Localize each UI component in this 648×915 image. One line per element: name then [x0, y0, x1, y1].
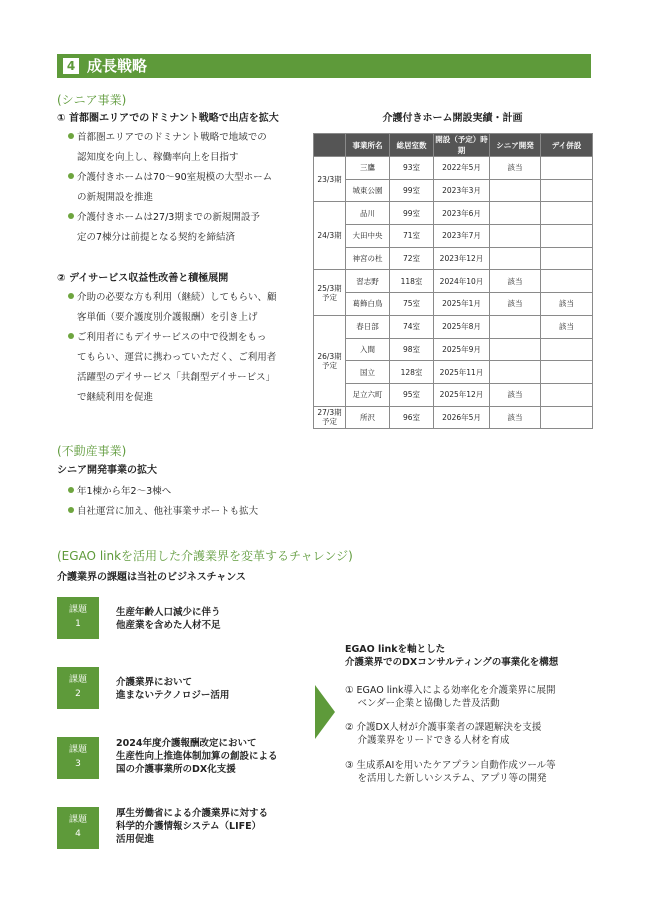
table-cell: 2023年12月 [434, 247, 490, 270]
table-row [314, 338, 593, 361]
table-row [314, 225, 593, 248]
period-cell: 26/3期 予定 [314, 315, 346, 406]
bullet-line: 客単価（要介護度別介護報酬）を引き上げ [77, 312, 258, 323]
table-cell [541, 338, 593, 361]
table-cell: 96室 [390, 406, 434, 429]
table-row [314, 383, 593, 406]
table-cell: 大田中央 [346, 225, 390, 248]
table-cell: 74室 [390, 315, 434, 338]
bullet-line: 自社運営に加え、他社事業サポートも拡大 [68, 502, 258, 522]
plan-item-3: ③ 生成系AIを用いたケアプラン自動作成ツール等 を活用した新しいシステム、アプリ等の開発 [345, 760, 556, 784]
section-title: 成長戦略 [87, 57, 148, 75]
issue-text-3: 2024年度介護報酬改定において 生産性向上推進体制加算の創設による 国の介護事業所のDX化支援 [116, 738, 278, 775]
senior-item1-bullets [57, 128, 302, 248]
issue-text-4: 厚生労働省による介護業界に対する 科学的介護情報システム（LIFE） 活用促進 [116, 808, 269, 845]
bullet-line: てもらい、運営に携わっていただく、ご利用者 [77, 352, 277, 363]
table-cell: 95室 [390, 383, 434, 406]
table-cell: 128室 [390, 361, 434, 384]
senior-item1-title: ① 首都圏エリアでのドミナント戦略で出店を拡大 [57, 113, 279, 124]
table-row [314, 293, 593, 316]
table-cell [541, 157, 593, 180]
table-cell: 入間 [346, 338, 390, 361]
issue-box-3: 課題 3 [57, 737, 99, 779]
plan-item-2: ② 介護DX人材が介護事業者の課題解決を支援 介護業界をリードできる人材を育成 [345, 722, 542, 746]
table-cell [541, 383, 593, 406]
table-cell [541, 247, 593, 270]
table-row [314, 202, 593, 225]
egao-heading: (EGAO linkを活用した介護業界を変革するチャレンジ) [57, 549, 353, 563]
table-cell [541, 406, 593, 429]
table-cell: 城東公園 [346, 179, 390, 202]
bullet-line: ご利用者にもデイサービスの中で役割をもっ [68, 328, 302, 348]
header-cell: デイ併設 [541, 134, 593, 157]
table-cell [541, 202, 593, 225]
table-cell: 98室 [390, 338, 434, 361]
table-cell: 該当 [490, 270, 541, 293]
table-cell: 該当 [541, 315, 593, 338]
table-cell: 2025年8月 [434, 315, 490, 338]
realestate-subtitle: シニア開発事業の拡大 [57, 465, 157, 476]
senior-item2-title: ② デイサービス収益性改善と積極展開 [57, 273, 229, 284]
table-row [314, 179, 593, 202]
bullet-line: 年1棟から年2～3棟へ [68, 482, 258, 502]
table-cell [490, 361, 541, 384]
bullet-dot-icon [68, 213, 74, 219]
table-cell: 99室 [390, 179, 434, 202]
table-cell: 該当 [490, 383, 541, 406]
table-row [314, 315, 593, 338]
table-cell: 神宮の杜 [346, 247, 390, 270]
bullet-dot-icon [68, 507, 74, 513]
table-cell: 該当 [490, 157, 541, 180]
senior-item2-bullets [57, 288, 302, 408]
plan-item-1: ① EGAO link導入による効率化を介護業界に展開 ベンダー企業と協働した普及活動 [345, 685, 556, 709]
bullet-line: 介護付きホームは70～90室規模の大型ホーム [68, 168, 302, 188]
bullet-line: 活躍型のデイサービス「共創型デイサービス」 [77, 372, 276, 383]
header-cell: シニア開発 [490, 134, 541, 157]
table-cell [490, 202, 541, 225]
table-cell: 2022年5月 [434, 157, 490, 180]
table-cell: 2023年6月 [434, 202, 490, 225]
section-number: 4 [63, 58, 79, 74]
table-cell [541, 270, 593, 293]
realestate-bullets [68, 482, 258, 522]
period-cell: 27/3期 予定 [314, 406, 346, 429]
table-row [314, 247, 593, 270]
table-cell [490, 179, 541, 202]
table-row [314, 157, 593, 180]
bullet-line: 定の7棟分は前提となる契約を締結済 [77, 232, 236, 243]
table-cell: 2025年9月 [434, 338, 490, 361]
arrow-right-icon [315, 685, 335, 739]
realestate-heading: (不動産事業) [57, 444, 127, 458]
period-cell: 23/3期 [314, 157, 346, 202]
table-cell: 2025年12月 [434, 383, 490, 406]
table-cell: 習志野 [346, 270, 390, 293]
senior-item1 [57, 112, 302, 248]
section-header [57, 54, 591, 78]
egao-subtitle: 介護業界の課題は当社のビジネスチャンス [57, 572, 246, 583]
table-cell: 該当 [490, 406, 541, 429]
issue-box-4: 課題 4 [57, 807, 99, 849]
plan-title: EGAO linkを軸とした 介護業界でのDXコンサルティングの事業化を構想 [345, 644, 559, 668]
table-cell [490, 315, 541, 338]
bullet-dot-icon [68, 173, 74, 179]
bullet-line: の新規開設を推進 [77, 192, 154, 203]
table-title: 介護付きホーム開設実績・計画 [382, 113, 523, 124]
table-cell: 71室 [390, 225, 434, 248]
table-cell: 72室 [390, 247, 434, 270]
table-cell: 三鷹 [346, 157, 390, 180]
table-cell: 国立 [346, 361, 390, 384]
senior-heading: (シニア事業) [57, 93, 127, 107]
header-cell: 総居室数 [390, 134, 434, 157]
table-cell: 所沢 [346, 406, 390, 429]
bullet-line: 介護付きホームは27/3期までの新規開設予 [68, 208, 302, 228]
period-cell: 25/3期 予定 [314, 270, 346, 315]
table-cell [490, 338, 541, 361]
table-row [314, 406, 593, 429]
header-cell [314, 134, 346, 157]
table-cell: 該当 [541, 293, 593, 316]
issue-text-2: 介護業界において 進まないテクノロジー活用 [116, 677, 230, 701]
table-cell: 2023年7月 [434, 225, 490, 248]
bullet-dot-icon [68, 133, 74, 139]
senior-item2 [57, 272, 302, 408]
table-cell: 春日部 [346, 315, 390, 338]
table-cell [541, 225, 593, 248]
table-body [314, 157, 593, 429]
table-cell: 該当 [490, 293, 541, 316]
bullet-line: 介助の必要な方も利用（継続）してもらい、顧 [68, 288, 302, 308]
header-cell: 開設（予定）時期 [435, 135, 488, 155]
table-cell [490, 247, 541, 270]
issue-box-1: 課題 1 [57, 597, 99, 639]
table-cell: 75室 [390, 293, 434, 316]
table-row [314, 361, 593, 384]
table-cell [490, 225, 541, 248]
bullet-line: で継続利用を促進 [77, 392, 154, 403]
table-cell: 118室 [390, 270, 434, 293]
bullet-dot-icon [68, 293, 74, 299]
header-cell: 事業所名 [346, 134, 390, 157]
table-cell: 葛飾白鳥 [346, 293, 390, 316]
issue-text-1: 生産年齢人口減少に伴う 他産業を含めた人材不足 [116, 607, 221, 631]
table-cell: 2024年10月 [434, 270, 490, 293]
bullet-line: 首都圏エリアでのドミナント戦略で地域での [68, 128, 302, 148]
issue-box-2: 課題 2 [57, 667, 99, 709]
table-cell: 93室 [390, 157, 434, 180]
table-cell: 2023年3月 [434, 179, 490, 202]
table-cell: 2026年5月 [434, 406, 490, 429]
table-cell: 2025年11月 [434, 361, 490, 384]
table-cell: 足立六町 [346, 383, 390, 406]
table-header-row [314, 134, 593, 157]
table-cell: 品川 [346, 202, 390, 225]
bullet-dot-icon [68, 487, 74, 493]
bullet-line: 認知度を向上し、稼働率向上を目指す [77, 152, 239, 163]
home-opening-table [313, 133, 593, 429]
period-cell: 24/3期 [314, 202, 346, 270]
table-cell: 99室 [390, 202, 434, 225]
bullet-dot-icon [68, 333, 74, 339]
table-cell [541, 179, 593, 202]
table-cell: 2025年1月 [434, 293, 490, 316]
table-row [314, 270, 593, 293]
table-cell [541, 361, 593, 384]
